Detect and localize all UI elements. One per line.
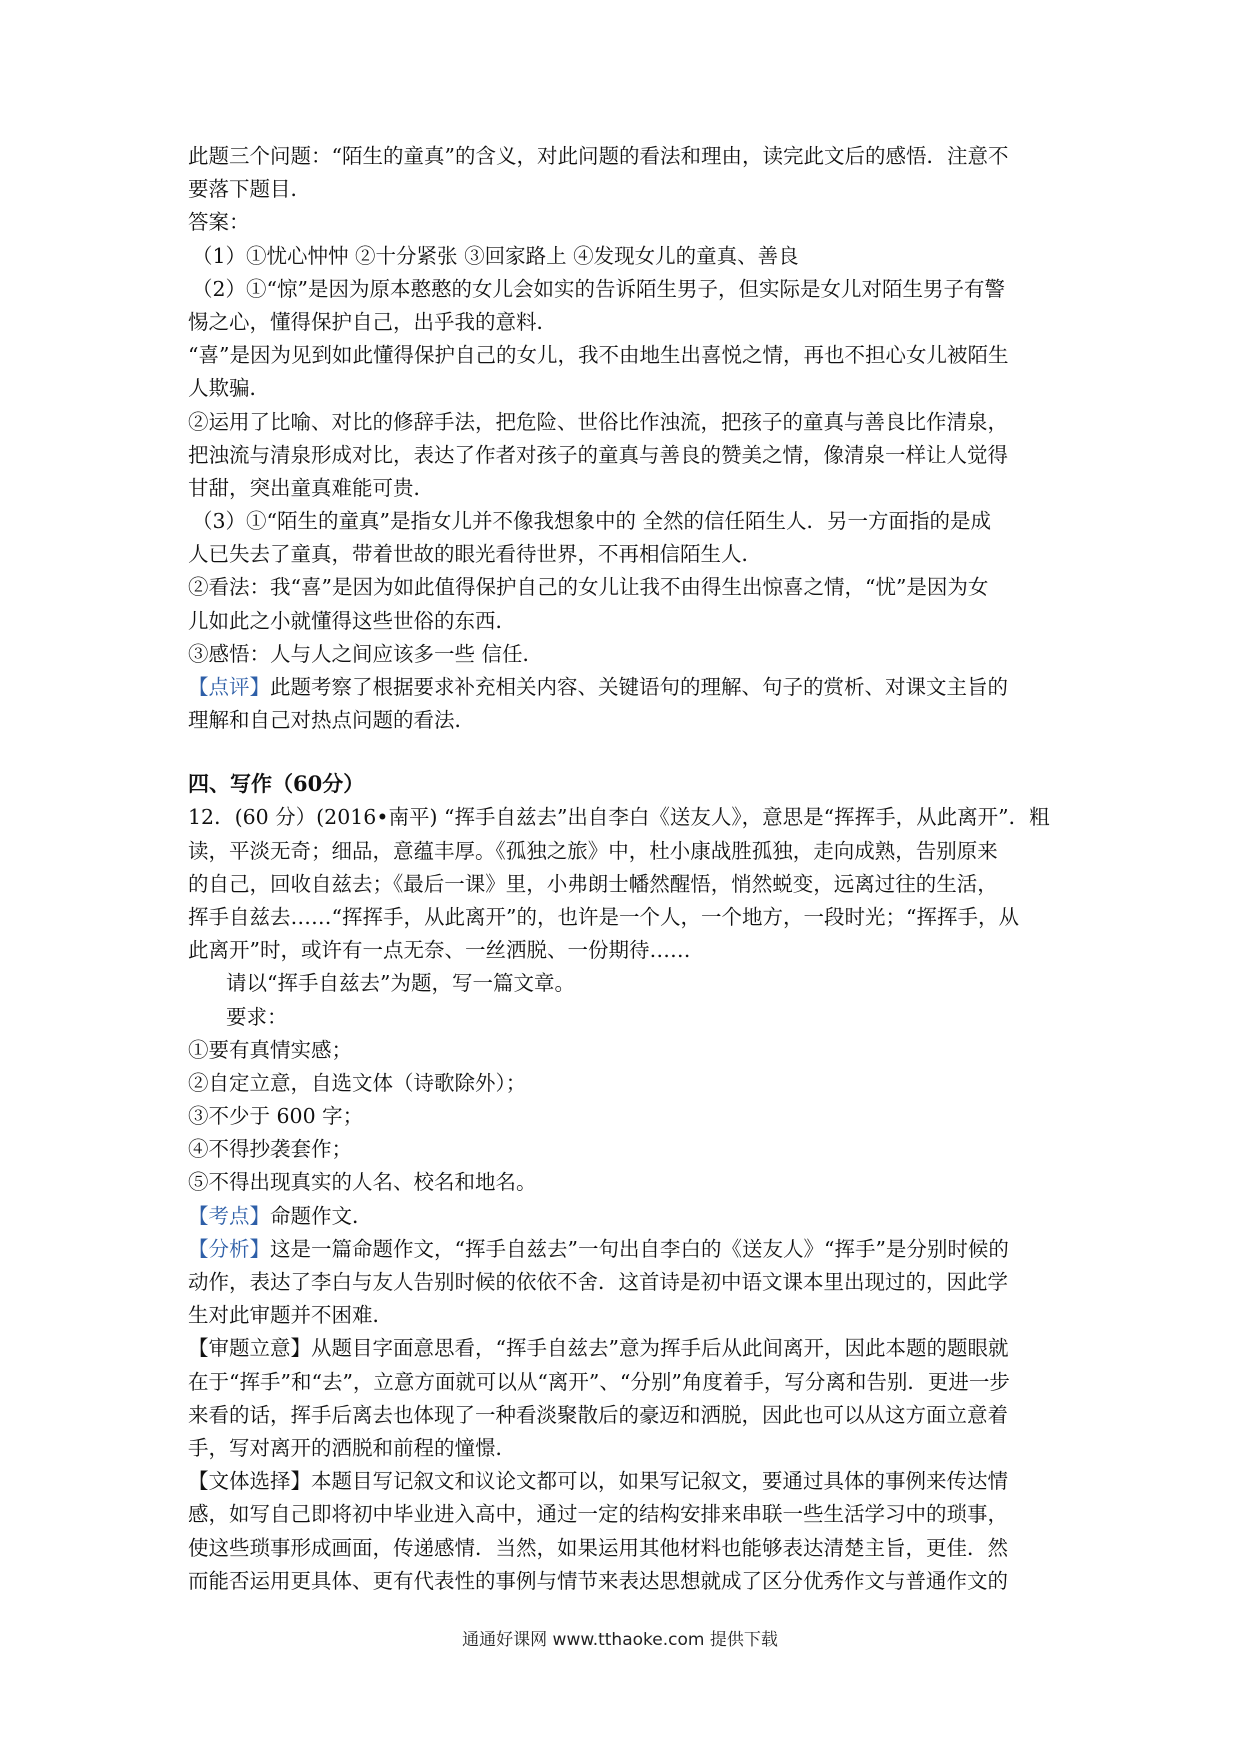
question-line: 12．(60 分）(2016•南平) “挥手自兹去”出自李白《送友人》，意思是“挥挥手，从此离开”．粗 <box>188 805 1050 830</box>
answer-2-line: 甘甜，突出童真难能可贵． <box>188 475 434 500</box>
kaodian-line <box>188 1200 1052 1233</box>
answer-3-line: ②看法：我“喜”是因为如此值得保护自己的女儿让我不由得生出惊喜之情，“忧”是因为女 <box>188 575 989 600</box>
requirement-item: ②自定立意，自选文体（诗歌除外）； <box>188 1070 527 1095</box>
question-line: 此离开”时，或许有一点无奈、一丝洒脱、一份期待…… <box>188 938 691 963</box>
shenti-line: 手，写对离开的洒脱和前程的憧憬． <box>188 1435 516 1460</box>
answer-3-line: 儿如此之小就懂得这些世俗的东西． <box>188 608 516 633</box>
requirement-item: ⑤不得出现真实的人名、校名和地名。 <box>188 1170 537 1195</box>
requirement-item: ④不得抄袭套作； <box>188 1137 352 1162</box>
fenxi-line: 动作，表达了李白与友人告别时候的依依不舍．这首诗是初中语文课本里出现过的，因此学 <box>188 1270 1008 1294</box>
shenti-line: 在于“挥手”和“去”，立意方面就可以从“离开”、“分别”角度着手，写分离和告别．更进一步 <box>188 1369 1010 1394</box>
kaodian-text: 命题作文． <box>270 1203 373 1228</box>
wenti-line: 【文体选择】本题目写记叙文和议论文都可以，如果写记叙文，要通过具体的事例来传达情 <box>188 1469 1008 1494</box>
answer-3-line: ③感悟：人与人之间应该多一些 信任． <box>188 641 544 666</box>
requirement-item: ③不少于 600 字； <box>188 1104 364 1129</box>
fenxi-tag: 【分析】 <box>188 1236 270 1261</box>
fenxi-text: 这是一篇命题作文，“挥手自兹去”一句出自李白的《送友人》“挥手”是分别时候的 <box>270 1236 1009 1261</box>
answer-label: 答案： <box>188 210 250 235</box>
comment-tag: 【点评】 <box>188 675 270 699</box>
page-footer: 通通好课网 www.tthaoke.com 提供下载 <box>462 1630 778 1650</box>
answer-2-line: 把浊流与清泉形成对比，表达了作者对孩子的童真与善良的赞美之情，像清泉一样让人觉得 <box>188 442 1008 467</box>
shenti-line: 来看的话，挥手后离去也体现了一种看淡聚散后的豪迈和洒脱，因此也可以从这方面立意着 <box>188 1402 1008 1427</box>
requirement-item: ①要有真情实感； <box>188 1037 352 1062</box>
answer-2-line: 惕之心，懂得保护自己，出乎我的意料． <box>188 309 557 334</box>
kaodian-tag: 【考点】 <box>188 1203 270 1228</box>
document-body <box>188 140 1052 1598</box>
question-line: 读，平淡无奇；细品，意蕴丰厚。《孤独之旅》中，杜小康战胜孤独，走向成熟，告别原来 <box>188 838 998 863</box>
comment-text: 此题考察了根据要求补充相关内容、关键语句的理解、句子的赏析、对课文主旨的 <box>270 675 1008 699</box>
answer-2-line: “喜”是因为见到如此懂得保护自己的女儿，我不由地生出喜悦之情，再也不担心女儿被陌生 <box>188 343 1009 368</box>
section-heading: 四、写作（60分） <box>188 771 365 797</box>
answer-2-line: ②运用了比喻、对比的修辞手法，把危险、世俗比作浊流，把孩子的童真与善良比作清泉， <box>188 409 1008 434</box>
requirements-label: 要求： <box>226 1004 288 1029</box>
wenti-line: 使这些琐事形成画面，传递感情．当然，如果运用其他材料也能够表达清楚主旨，更佳．然 <box>188 1535 1008 1560</box>
intro-line-2: 要落下题目． <box>188 177 311 202</box>
wenti-line: 而能否运用更具体、更有代表性的事例与情节来表达思想就成了区分优秀作文与普通作文的 <box>188 1568 1008 1593</box>
answer-3-line: 人已失去了童真，带着世故的眼光看待世界，不再相信陌生人． <box>188 542 762 567</box>
question-line: 挥手自兹去……“挥挥手，从此离开”的，也许是一个人，一个地方，一段时光；“挥挥手，从 <box>188 904 1019 929</box>
question-line: 的自己，回收自兹去；《最后一课》里，小弗朗士幡然醒悟，悄然蜕变，远离过往的生活， <box>188 871 998 896</box>
answer-1: （1）①忧心忡忡 ②十分紧张 ③回家路上 ④发现女儿的童真、善良 <box>192 243 799 268</box>
comment-line: 理解和自己对热点问题的看法． <box>188 708 475 733</box>
intro-line-1: 此题三个问题：“陌生的童真”的含义，对此问题的看法和理由，读完此文后的感悟．注意不 <box>188 144 1009 168</box>
wenti-line: 感，如写自己即将初中毕业进入高中，通过一定的结构安排来串联一些生活学习中的琐事， <box>188 1502 1008 1527</box>
answer-2-line: （2）①“惊”是因为原本憨憨的女儿会如实的告诉陌生男子，但实际是女儿对陌生男子有警 <box>192 276 1006 301</box>
shenti-line: 【审题立意】从题目字面意思看，“挥手自兹去”意为挥手后从此间离开，因此本题的题眼就 <box>188 1336 1009 1361</box>
answer-2-line: 人欺骗． <box>188 376 270 401</box>
answer-3-line: （3）①“陌生的童真”是指女儿并不像我想象中的 全然的信任陌生人．另一方面指的是成 <box>192 509 992 534</box>
fenxi-line <box>188 1233 1052 1266</box>
comment-line <box>188 671 1052 704</box>
fenxi-line: 生对此审题并不困难． <box>188 1303 393 1328</box>
writing-prompt: 请以“挥手自兹去”为题，写一篇文章。 <box>226 971 575 996</box>
